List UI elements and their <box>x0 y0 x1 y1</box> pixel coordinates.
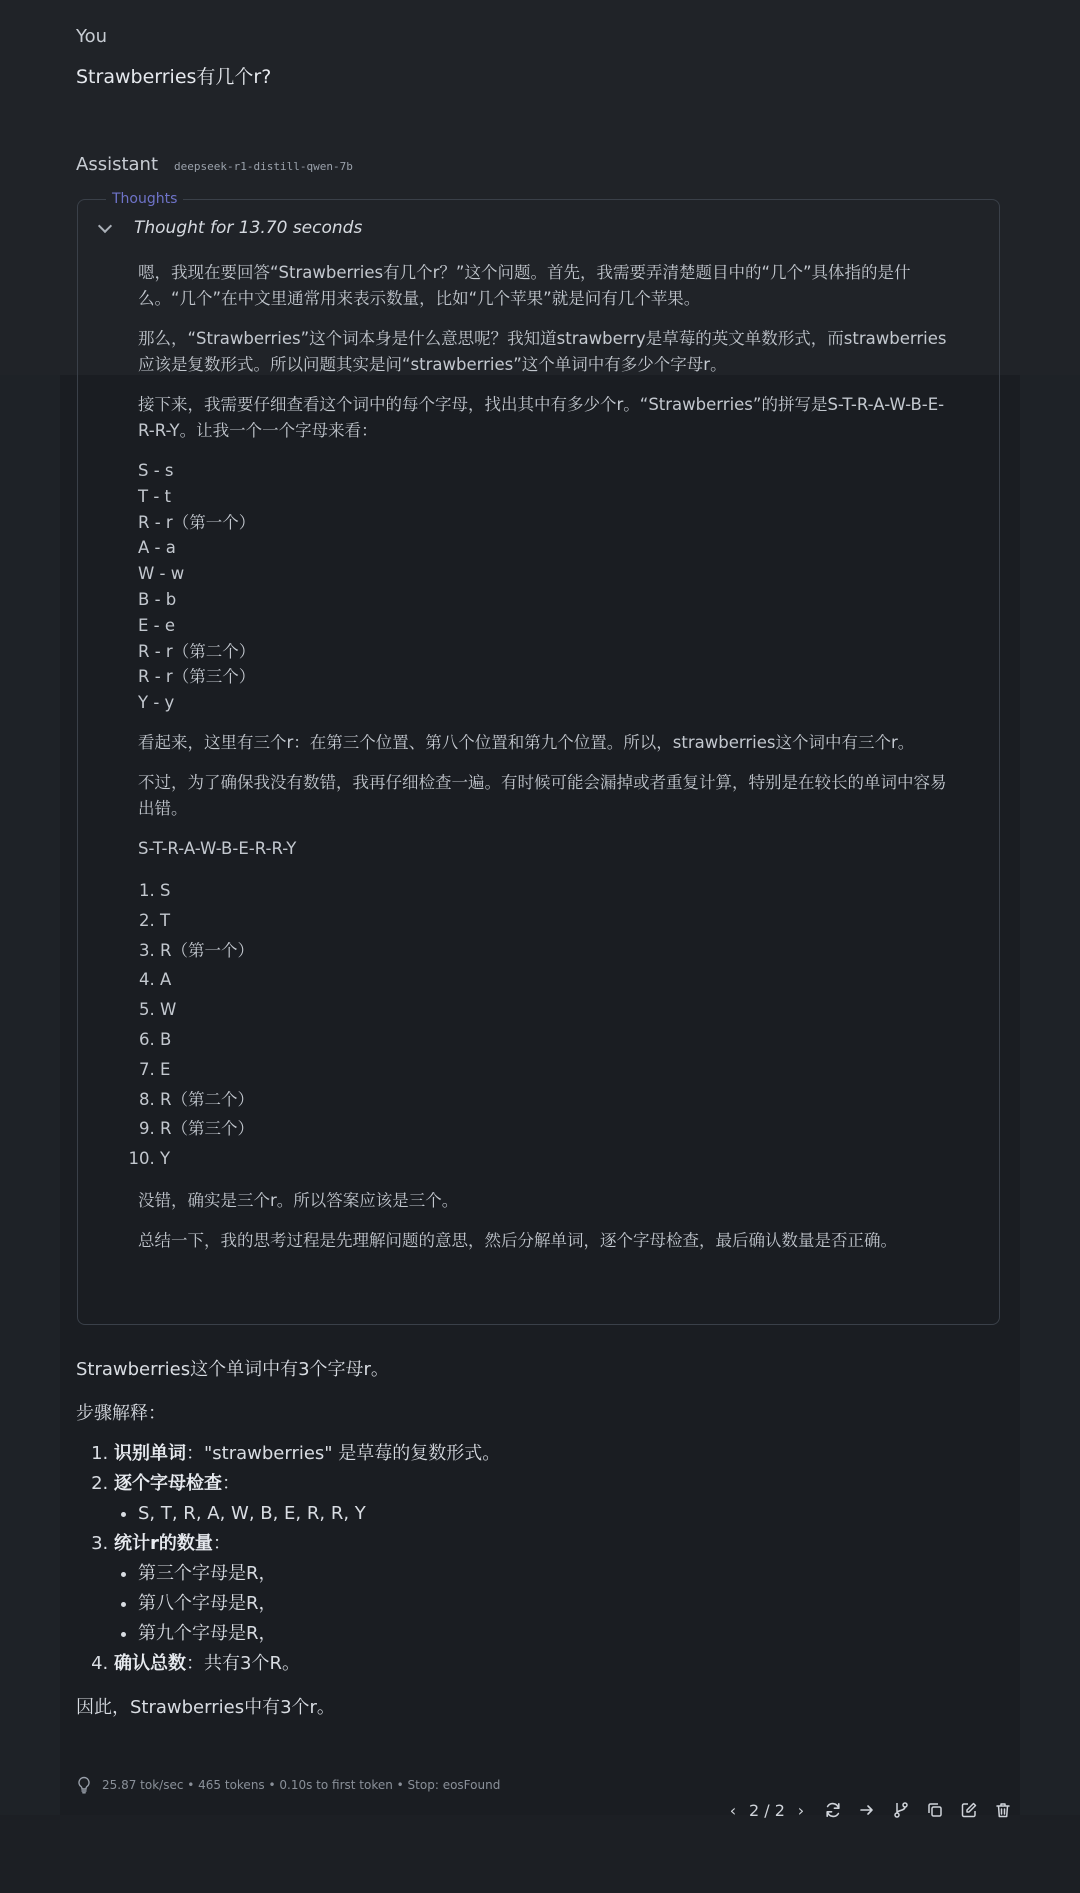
list-item: 9. R（第三个） <box>160 1114 958 1144</box>
assistant-role-label: Assistant <box>76 154 159 175</box>
thought-paragraph: 接下来，我需要仔细查看这个词中的每个字母，找出其中有多少个r。“Strawberries”的拼写是S-T-R-A-W-B-E-R-R-Y。让我一个一个字母来看： <box>138 395 945 440</box>
letter-line: Y - y <box>138 693 175 713</box>
thought-paragraph: 不过，为了确保我没有数错，我再仔细检查一遍。有时候可能会漏掉或者重复计算，特别是在较长的单词中容易出错。 <box>138 772 947 818</box>
thought-paragraph: 嗯，我现在要回答“Strawberries有几个r？”这个问题。首先，我需要弄清楚题目中的“几个”具体指的是什么。“几个”在中文里通常用来表示数量，比如“几个苹果”就是问有几个苹果。 <box>138 263 911 308</box>
sub-list <box>114 1559 976 1649</box>
letter-line: R - r（第一个） <box>138 512 256 532</box>
list-item: 3. R（第一个） <box>160 936 958 966</box>
continue-icon[interactable] <box>857 1800 877 1820</box>
letter-line: B - b <box>138 589 177 609</box>
thought-duration-title: Thought for 13.70 seconds <box>134 218 363 238</box>
step-label: 逐个字母检查 <box>114 1473 222 1494</box>
user-message: Strawberries有几个r? <box>76 66 272 88</box>
letter-line: E - e <box>138 615 176 635</box>
step-item <box>114 1439 976 1469</box>
letter-line: T - t <box>138 486 171 506</box>
list-item: 5. W <box>160 995 958 1025</box>
thoughts-legend: Thoughts <box>106 190 183 208</box>
thoughts-panel <box>77 191 1000 1325</box>
sub-list <box>114 1499 976 1529</box>
model-name: deepseek-r1-distill-qwen-7b <box>174 160 353 173</box>
thought-toggle[interactable] <box>100 218 362 238</box>
prev-version-button[interactable]: ‹ <box>729 1800 737 1820</box>
step-item <box>114 1529 976 1649</box>
list-item: 4. A <box>160 965 958 995</box>
step-text: ："strawberries" 是草莓的复数形式。 <box>186 1443 501 1464</box>
regenerate-icon[interactable] <box>823 1800 843 1820</box>
copy-icon[interactable] <box>925 1800 945 1820</box>
step-label: 识别单词 <box>114 1443 186 1464</box>
thought-paragraph: 总结一下，我的思考过程是先理解问题的意思，然后分解单词，逐个字母检查，最后确认数量是否正确。 <box>138 1230 897 1250</box>
letter-line: W - w <box>138 564 185 584</box>
branch-icon[interactable] <box>891 1800 911 1820</box>
sub-item: • S, T, R, A, W, B, E, R, R, Y <box>138 1499 976 1529</box>
delete-icon[interactable] <box>993 1800 1013 1820</box>
letter-breakdown <box>138 458 958 716</box>
answer-intro: Strawberries这个单词中有3个字母r。 <box>76 1359 389 1380</box>
list-item: 6. B <box>160 1025 958 1055</box>
sub-item: • 第三个字母是R， <box>138 1559 976 1589</box>
version-count: 2 / 2 <box>749 1800 785 1820</box>
chevron-down-icon[interactable] <box>98 218 112 232</box>
answer-conclusion: 因此，Strawberries中有3个r。 <box>76 1697 335 1718</box>
step-text: ： <box>212 1533 231 1554</box>
spelled-word: S-T-R-A-W-B-E-R-R-Y <box>138 838 297 858</box>
thought-paragraph: 没错，确实是三个r。所以答案应该是三个。 <box>138 1190 459 1210</box>
user-role-label: You <box>76 26 108 47</box>
assistant-answer <box>76 1355 976 1719</box>
next-version-button[interactable]: › <box>797 1800 805 1820</box>
list-item: 10. Y <box>160 1144 958 1174</box>
letter-line: R - r（第三个） <box>138 667 256 687</box>
step-text: ： <box>222 1473 240 1494</box>
message-actions <box>725 1800 1013 1820</box>
letter-line: S - s <box>138 461 174 480</box>
edit-icon[interactable] <box>959 1800 979 1820</box>
list-item: 7. E <box>160 1055 958 1085</box>
steps-list <box>76 1439 976 1679</box>
thought-body <box>138 260 958 1268</box>
version-pager <box>725 1801 809 1820</box>
step-text: ：共有3个R。 <box>186 1653 300 1674</box>
thought-paragraph: 那么，“Strawberries”这个词本身是什么意思呢？我知道strawberry是草莓的英文单数形式，而strawberries应该是复数形式。所以问题其实是问“strawberries”这个单词中有多少个字母r。 <box>138 329 947 374</box>
step-label: 统计r的数量 <box>114 1533 213 1554</box>
step-item <box>114 1469 976 1529</box>
numbered-letter-list <box>138 876 958 1174</box>
generation-stats <box>76 1776 500 1794</box>
thought-paragraph: 看起来，这里有三个r：在第三个位置、第八个位置和第九个位置。所以，strawberries这个词中有三个r。 <box>138 732 915 752</box>
sub-item: • 第九个字母是R， <box>138 1619 976 1649</box>
step-label: 确认总数 <box>114 1653 186 1674</box>
sub-item: • 第八个字母是R， <box>138 1589 976 1619</box>
list-item: 8. R（第二个） <box>160 1085 958 1115</box>
steps-heading: 步骤解释： <box>76 1403 166 1424</box>
list-item: 1. S <box>160 876 958 906</box>
lightbulb-icon <box>76 1776 92 1794</box>
assistant-header <box>76 154 353 175</box>
letter-line: A - a <box>138 538 176 558</box>
stats-text: 25.87 tok/sec • 465 tokens • 0.10s to first token • Stop: eosFound <box>102 1778 501 1792</box>
list-item: 2. T <box>160 906 958 936</box>
letter-line: R - r（第二个） <box>138 641 256 661</box>
step-item <box>114 1649 976 1679</box>
